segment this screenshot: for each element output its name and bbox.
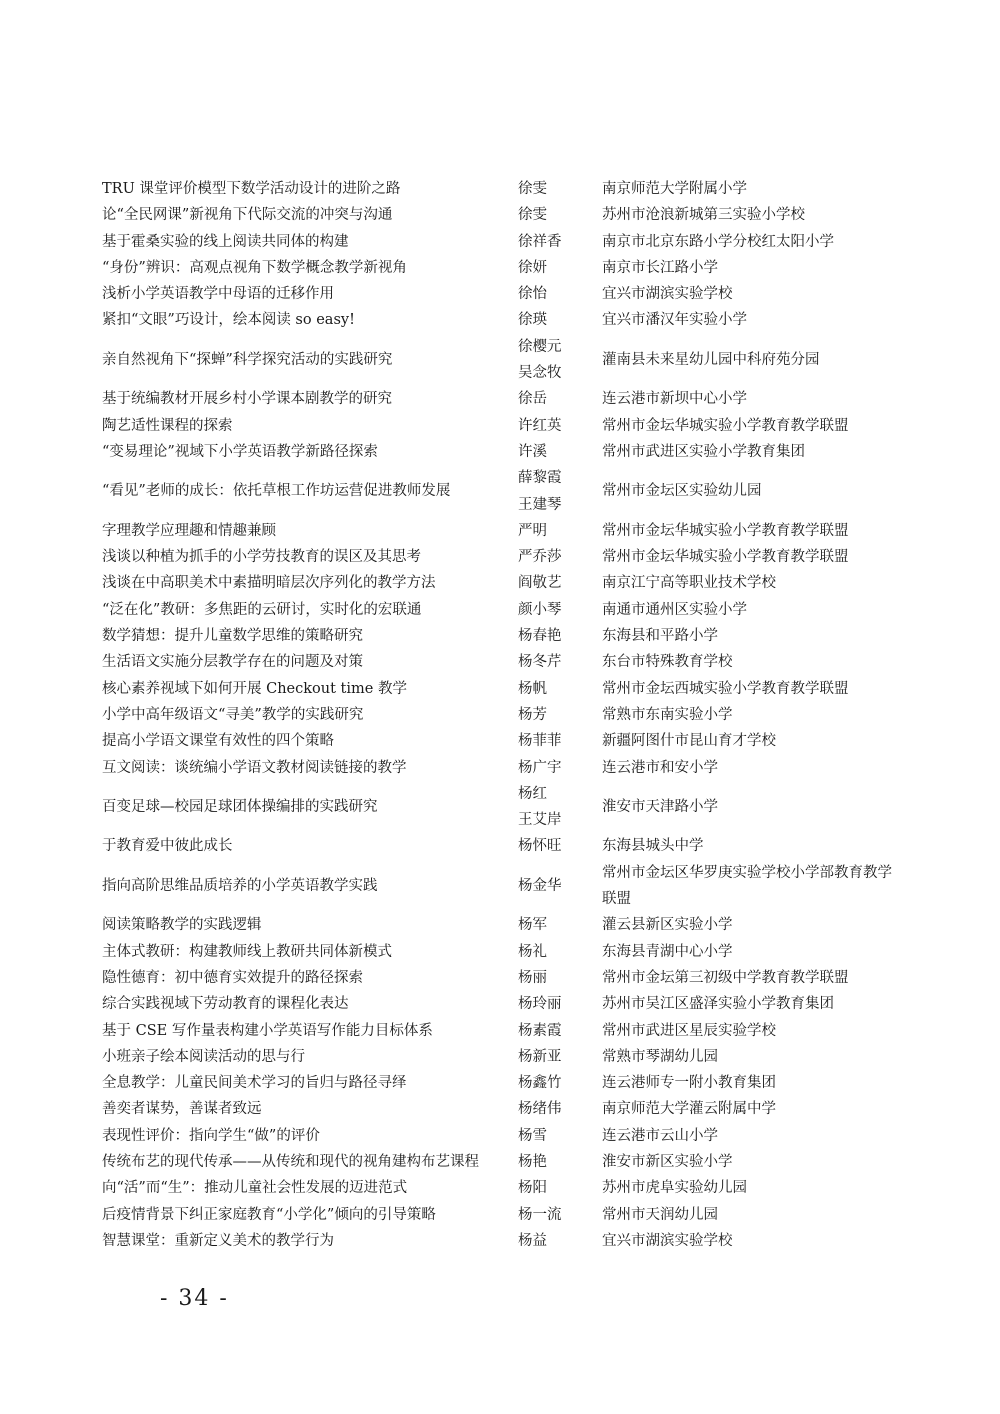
author-name: 杨帆 bbox=[518, 680, 547, 697]
paper-title: 隐性德育：初中德育实效提升的路径探索 bbox=[102, 969, 363, 986]
list-item bbox=[102, 939, 902, 965]
author-name: 徐祥香 bbox=[518, 233, 562, 250]
school-name: 南京师范大学附属小学 bbox=[602, 181, 747, 197]
author-names bbox=[518, 1123, 602, 1149]
paper-title: 互文阅读：谈统编小学语文教材阅读链接的教学 bbox=[102, 759, 407, 776]
author-names bbox=[518, 991, 602, 1017]
list-item bbox=[102, 1044, 902, 1070]
list-item bbox=[102, 1228, 902, 1254]
school-name: 宜兴市湖滨实验学校 bbox=[602, 1232, 733, 1249]
author-names bbox=[518, 202, 602, 228]
list-item bbox=[102, 176, 902, 202]
list-item bbox=[102, 465, 902, 518]
author-name: 杨金华 bbox=[518, 877, 562, 894]
author-name: 王艾岸 bbox=[518, 812, 562, 829]
author-name: 杨雪 bbox=[518, 1127, 547, 1144]
author-name: 杨一流 bbox=[518, 1206, 562, 1223]
list-item bbox=[102, 676, 902, 702]
list-item bbox=[102, 965, 902, 991]
paper-title: 浅析小学英语教学中母语的迁移作用 bbox=[102, 286, 334, 303]
paper-title: 提高小学语文课堂有效性的四个策略 bbox=[102, 733, 334, 750]
paper-title: “身份”辨识：高观点视角下数学概念教学新视角 bbox=[102, 259, 407, 276]
author-name: 杨冬芹 bbox=[518, 654, 562, 671]
list-item bbox=[102, 860, 902, 913]
school-name: 常州市金坛第三初级中学教育教学联盟 bbox=[602, 969, 849, 986]
school-name: 常州市金坛华城实验小学教育教学联盟 bbox=[602, 522, 849, 539]
list-item bbox=[102, 623, 902, 649]
author-name: 杨红 bbox=[518, 785, 547, 802]
list-item bbox=[102, 229, 902, 255]
list-item bbox=[102, 1070, 902, 1096]
award-list bbox=[102, 176, 902, 1254]
author-names bbox=[518, 965, 602, 991]
author-name: 杨阳 bbox=[518, 1180, 547, 1197]
list-item bbox=[102, 1018, 902, 1044]
school-name: 常州市金坛西城实验小学教育教学联盟 bbox=[602, 680, 849, 697]
list-item bbox=[102, 597, 902, 623]
author-names bbox=[518, 755, 602, 781]
list-item bbox=[102, 755, 902, 781]
school-name: 常州市金坛华城实验小学教育教学联盟 bbox=[602, 417, 849, 434]
author-names bbox=[518, 781, 602, 834]
school-name: 连云港市云山小学 bbox=[602, 1127, 718, 1144]
author-names bbox=[518, 623, 602, 649]
school-name: 东海县城头中学 bbox=[602, 838, 704, 855]
author-names bbox=[518, 1149, 602, 1175]
author-names bbox=[518, 597, 602, 623]
paper-title: “看见”老师的成长：依托草根工作坊运营促进教师发展 bbox=[102, 483, 451, 500]
school-name: 常州市金坛华城实验小学教育教学联盟 bbox=[602, 549, 849, 566]
school-name: 淮安市新区实验小学 bbox=[602, 1153, 733, 1170]
author-name: 严乔莎 bbox=[518, 549, 562, 566]
list-item bbox=[102, 649, 902, 675]
paper-title: 表现性评价：指向学生“做”的评价 bbox=[102, 1127, 320, 1144]
school-name: 淮安市天津路小学 bbox=[602, 798, 718, 815]
author-name: 徐怡 bbox=[518, 286, 547, 303]
paper-title: “泛在化”教研：多焦距的云研讨，实时化的宏联通 bbox=[102, 601, 422, 618]
school-name: 南京师范大学灌云附属中学 bbox=[602, 1101, 776, 1118]
author-names bbox=[518, 307, 602, 333]
school-name: 常州市金坛区实验幼儿园 bbox=[602, 483, 762, 500]
paper-title: 综合实践视域下劳动教育的课程化表达 bbox=[102, 996, 349, 1013]
author-name: 杨怀旺 bbox=[518, 838, 562, 855]
author-names bbox=[518, 229, 602, 255]
paper-title: 浅谈在中高职美术中素描明暗层次序列化的教学方法 bbox=[102, 575, 436, 592]
list-item bbox=[102, 518, 902, 544]
paper-title: 紧扣“文眼”巧设计，绘本阅读 so easy! bbox=[102, 312, 355, 329]
list-item bbox=[102, 991, 902, 1017]
author-name: 杨玲丽 bbox=[518, 996, 562, 1013]
paper-title: 智慧课堂：重新定义美术的教学行为 bbox=[102, 1232, 334, 1249]
paper-title: 后疫情背景下纠正家庭教育“小学化”倾向的引导策略 bbox=[102, 1206, 436, 1223]
paper-title: 基于霍桑实验的线上阅读共同体的构建 bbox=[102, 233, 349, 250]
school-name: 常州市金坛区华罗庚实验学校小学部教育教学联盟 bbox=[602, 864, 892, 908]
school-name: 南京市北京东路小学分校红太阳小学 bbox=[602, 233, 834, 250]
list-item bbox=[102, 413, 902, 439]
author-name: 徐樱元 bbox=[518, 338, 562, 355]
author-names bbox=[518, 649, 602, 675]
list-item bbox=[102, 781, 902, 834]
paper-title: 生活语文实施分层教学存在的问题及对策 bbox=[102, 654, 363, 671]
paper-title: 小班亲子绘本阅读活动的思与行 bbox=[102, 1048, 305, 1065]
school-name: 常州市武进区实验小学教育集团 bbox=[602, 443, 805, 460]
author-name: 阎敬艺 bbox=[518, 575, 562, 592]
author-names bbox=[518, 1018, 602, 1044]
author-names bbox=[518, 1175, 602, 1201]
school-name: 南京江宁高等职业技术学校 bbox=[602, 575, 776, 592]
author-names bbox=[518, 255, 602, 281]
author-name: 吴念牧 bbox=[518, 365, 562, 382]
school-name: 南通市通州区实验小学 bbox=[602, 601, 747, 618]
author-names bbox=[518, 1070, 602, 1096]
paper-title: 指向高阶思维品质培养的小学英语教学实践 bbox=[102, 877, 378, 894]
author-name: 杨益 bbox=[518, 1232, 547, 1249]
school-name: 常州市武进区星辰实验学校 bbox=[602, 1022, 776, 1039]
school-name: 常熟市东南实验小学 bbox=[602, 706, 733, 723]
author-name: 杨绪伟 bbox=[518, 1101, 562, 1118]
list-item bbox=[102, 202, 902, 228]
author-names bbox=[518, 386, 602, 412]
paper-title: 阅读策略教学的实践逻辑 bbox=[102, 917, 262, 934]
school-name: 宜兴市潘汉年实验小学 bbox=[602, 312, 747, 329]
list-item bbox=[102, 728, 902, 754]
school-name: 连云港市新坝中心小学 bbox=[602, 391, 747, 408]
school-name: 东台市特殊教育学校 bbox=[602, 654, 733, 671]
author-names bbox=[518, 912, 602, 938]
paper-title: 于教育爱中彼此成长 bbox=[102, 838, 233, 855]
paper-title: 百变足球—校园足球团体操编排的实践研究 bbox=[102, 798, 378, 815]
author-name: 杨素霞 bbox=[518, 1022, 562, 1039]
paper-title: 亲自然视角下“探蝉”科学探究活动的实践研究 bbox=[102, 351, 393, 368]
list-item bbox=[102, 702, 902, 728]
list-item bbox=[102, 255, 902, 281]
author-name: 王建琴 bbox=[518, 496, 562, 513]
author-name: 徐瑛 bbox=[518, 312, 547, 329]
list-item bbox=[102, 912, 902, 938]
author-name: 徐妍 bbox=[518, 259, 547, 276]
author-name: 徐雯 bbox=[518, 181, 547, 197]
paper-title: 核心素养视域下如何开展 Checkout time 教学 bbox=[102, 680, 407, 697]
school-name: 宜兴市湖滨实验学校 bbox=[602, 286, 733, 303]
school-name: 苏州市吴江区盛泽实验小学教育集团 bbox=[602, 996, 834, 1013]
list-item bbox=[102, 307, 902, 333]
paper-title: “变易理论”视域下小学英语教学新路径探索 bbox=[102, 443, 378, 460]
author-names bbox=[518, 439, 602, 465]
author-names bbox=[518, 334, 602, 387]
author-names bbox=[518, 518, 602, 544]
author-name: 杨丽 bbox=[518, 969, 547, 986]
list-item bbox=[102, 281, 902, 307]
list-item bbox=[102, 1096, 902, 1122]
paper-title: 主体式教研：构建教师线上教研共同体新模式 bbox=[102, 943, 392, 960]
list-item bbox=[102, 1202, 902, 1228]
author-names bbox=[518, 544, 602, 570]
author-name: 杨广宇 bbox=[518, 759, 562, 776]
author-names bbox=[518, 1202, 602, 1228]
list-item bbox=[102, 334, 902, 387]
list-item bbox=[102, 544, 902, 570]
author-name: 杨军 bbox=[518, 917, 547, 934]
author-names bbox=[518, 728, 602, 754]
author-name: 杨礼 bbox=[518, 943, 547, 960]
list-item bbox=[102, 833, 902, 859]
list-item bbox=[102, 570, 902, 596]
school-name: 新疆阿图什市昆山育才学校 bbox=[602, 733, 776, 750]
school-name: 常熟市琴湖幼儿园 bbox=[602, 1048, 718, 1065]
list-item bbox=[102, 1149, 902, 1175]
paper-title: 基于 CSE 写作量表构建小学英语写作能力目标体系 bbox=[102, 1022, 433, 1039]
author-name: 严明 bbox=[518, 522, 547, 539]
author-names bbox=[518, 570, 602, 596]
paper-title: 论“全民网课”新视角下代际交流的冲突与沟通 bbox=[102, 207, 393, 224]
author-name: 杨新亚 bbox=[518, 1048, 562, 1065]
author-name: 杨鑫竹 bbox=[518, 1075, 562, 1092]
list-item bbox=[102, 439, 902, 465]
school-name: 连云港师专一附小教育集团 bbox=[602, 1075, 776, 1092]
paper-title: 传统布艺的现代传承——从传统和现代的视角建构布艺课程 bbox=[102, 1153, 479, 1170]
school-name: 常州市天润幼儿园 bbox=[602, 1206, 718, 1223]
paper-title: 全息教学：儿童民间美术学习的旨归与路径寻绎 bbox=[102, 1075, 407, 1092]
author-name: 颜小琴 bbox=[518, 601, 562, 618]
paper-title: 数学猜想：提升儿童数学思维的策略研究 bbox=[102, 628, 363, 645]
paper-title: 浅谈以种植为抓手的小学劳技教育的误区及其思考 bbox=[102, 549, 421, 566]
author-names bbox=[518, 465, 602, 518]
author-name: 徐雯 bbox=[518, 207, 547, 224]
paper-title: 小学中高年级语文“寻美”教学的实践研究 bbox=[102, 706, 364, 723]
school-name: 连云港市和安小学 bbox=[602, 759, 718, 776]
list-item bbox=[102, 1175, 902, 1201]
school-name: 苏州市沧浪新城第三实验小学校 bbox=[602, 207, 805, 224]
author-names bbox=[518, 1044, 602, 1070]
author-name: 薛黎霞 bbox=[518, 470, 562, 487]
author-names bbox=[518, 939, 602, 965]
author-name: 许红英 bbox=[518, 417, 562, 434]
school-name: 苏州市虎阜实验幼儿园 bbox=[602, 1180, 747, 1197]
author-names bbox=[518, 833, 602, 859]
paper-title: 基于统编教材开展乡村小学课本剧教学的研究 bbox=[102, 391, 392, 408]
author-name: 徐岳 bbox=[518, 391, 547, 408]
author-names bbox=[518, 1228, 602, 1254]
school-name: 南京市长江路小学 bbox=[602, 259, 718, 276]
list-item bbox=[102, 386, 902, 412]
paper-title: 陶艺适性课程的探索 bbox=[102, 417, 233, 434]
author-names bbox=[518, 702, 602, 728]
school-name: 灌南县未来星幼儿园中科府苑分园 bbox=[602, 351, 820, 368]
author-name: 杨春艳 bbox=[518, 628, 562, 645]
list-item bbox=[102, 1123, 902, 1149]
paper-title: TRU 课堂评价模型下数学活动设计的进阶之路 bbox=[102, 181, 401, 197]
author-names bbox=[518, 281, 602, 307]
school-name: 东海县和平路小学 bbox=[602, 628, 718, 645]
school-name: 灌云县新区实验小学 bbox=[602, 917, 733, 934]
author-name: 杨芳 bbox=[518, 706, 547, 723]
author-name: 许溪 bbox=[518, 443, 547, 460]
paper-title: 字理教学应理趣和情趣兼顾 bbox=[102, 522, 276, 539]
author-name: 杨菲菲 bbox=[518, 733, 562, 750]
author-names bbox=[518, 873, 602, 899]
author-name: 杨艳 bbox=[518, 1153, 547, 1170]
paper-title: 向“活”而“生”：推动儿童社会性发展的迈进范式 bbox=[102, 1180, 408, 1197]
author-names bbox=[518, 176, 602, 202]
author-names bbox=[518, 676, 602, 702]
author-names bbox=[518, 413, 602, 439]
school-name: 东海县青湖中心小学 bbox=[602, 943, 733, 960]
author-names bbox=[518, 1096, 602, 1122]
paper-title: 善奕者谋势，善谋者致远 bbox=[102, 1101, 262, 1118]
page-number: - 34 - bbox=[160, 1286, 229, 1311]
